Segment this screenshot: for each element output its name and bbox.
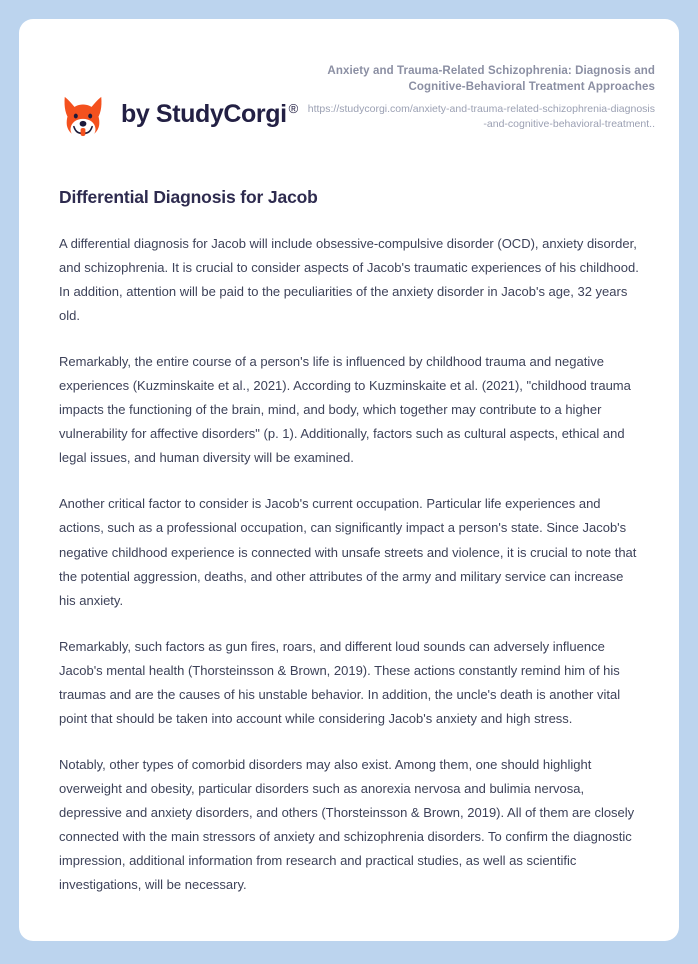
brand-lockup xyxy=(59,91,298,141)
document-page xyxy=(19,19,679,941)
brand-name xyxy=(121,100,298,129)
corgi-face-logo-icon xyxy=(59,93,107,141)
header-document-meta xyxy=(305,64,655,132)
document-url: https://studycorgi.com/anxiety-and-trauma-related-schizophrenia-diagnosis-and-cognitive-behavioral-treatment.. xyxy=(307,103,655,131)
body-paragraph: Notably, other types of comorbid disorders may also exist. Among them, one should highlight overweight and obesity, particular disorders such as anorexia nervosa and bulimia nervosa, depressive and anxiety disorders, and others (Thorsteinsson & Brown, 2019). All of them are closely connected with the main stressors of anxiety and schizophrenia disorders. To confirm the diagnostic impression, additional information from research and practical studies, as well as scientific investigations, will be necessary. xyxy=(59,756,635,893)
registered-trademark-icon: ® xyxy=(288,100,298,116)
document-title: Anxiety and Trauma-Related Schizophrenia: Diagnosis and Cognitive-Behavioral Treatment Approaches xyxy=(327,65,655,93)
body-paragraph: Remarkably, the entire course of a person's life is influenced by childhood trauma and negative experiences (Kuzminskaite et al., 2021). According to Kuzminskaite et al. (2021), "childhood trauma impacts the functioning of the brain, mind, and body, which together may contribute to a higher vulnerability for affective disorders" (p. 1). Additionally, factors such as cultural aspects, ethical and legal issues, and human diversity will be examined. xyxy=(59,354,631,466)
page-title: Differential Diagnosis for Jacob xyxy=(59,187,318,207)
brand-name-label: by StudyCorgi xyxy=(121,100,287,128)
body-paragraph: Another critical factor to consider is Jacob's current occupation. Particular life experiences and actions, such as a professional occupation, can significantly impact a person's state. Since Jacob's negative childhood experience is connected with unsafe streets and violence, it is crucial to note that the potential aggression, deaths, and other attributes of the army and military service can increase his anxiety. xyxy=(59,496,637,608)
body-paragraph: A differential diagnosis for Jacob will include obsessive-compulsive disorder (OCD), anxiety disorder, and schizophrenia. It is crucial to consider aspects of Jacob's traumatic experiences of his childhood. In addition, attention will be paid to the peculiarities of the anxiety disorder in Jacob's age, 32 years old. xyxy=(59,236,639,324)
document-header xyxy=(19,19,679,139)
document-body xyxy=(19,187,679,897)
body-paragraph: Remarkably, such factors as gun fires, roars, and different loud sounds can adversely influence Jacob's mental health (Thorsteinsson & Brown, 2019). These actions constantly remind him of his traumas and are the causes of his unstable behavior. In addition, the uncle's death is another vital point that should be taken into account while considering Jacob's anxiety and high stress. xyxy=(59,638,621,726)
